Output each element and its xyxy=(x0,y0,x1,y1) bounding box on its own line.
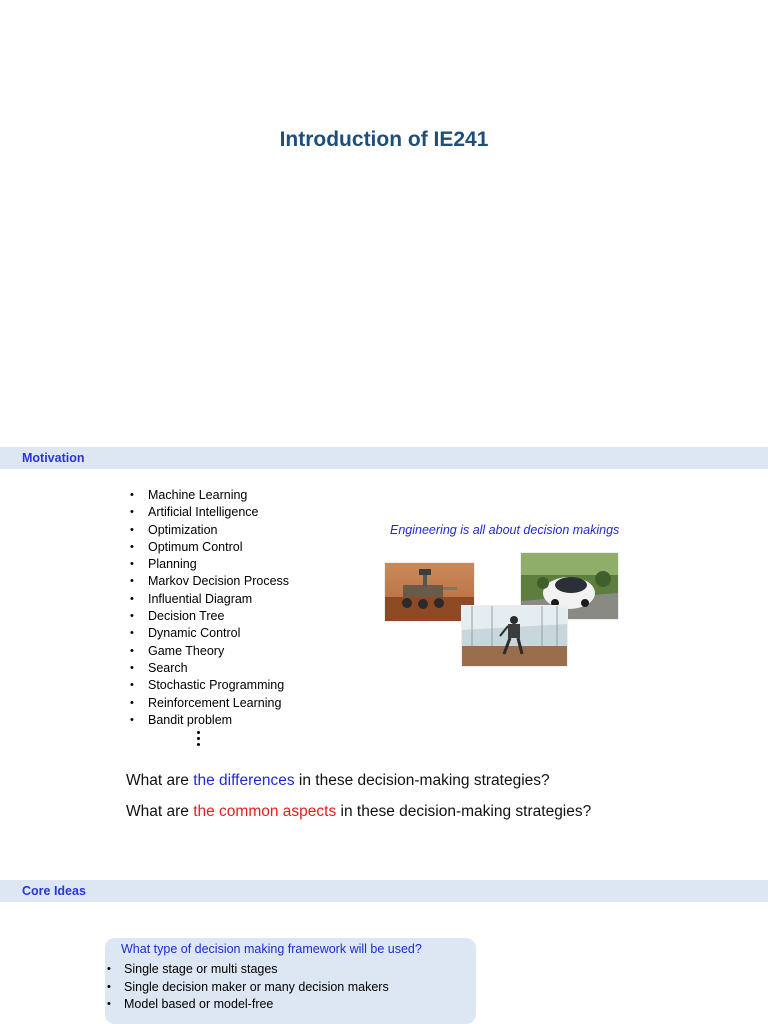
section-label-motivation: Motivation xyxy=(22,451,85,465)
question-text: in these decision-making strategies? xyxy=(294,772,550,789)
tagline: Engineering is all about decision makings xyxy=(390,523,620,537)
question-common-aspects xyxy=(126,803,591,821)
list-item: • Artificial Intelligence xyxy=(128,504,289,521)
section-header-motivation xyxy=(0,447,768,469)
humanoid-robot-image xyxy=(461,605,568,667)
list-item: • Machine Learning xyxy=(128,487,289,504)
list-item: • Planning xyxy=(128,556,289,573)
list-item: • Markov Decision Process xyxy=(128,573,289,590)
list-item: • Decision Tree xyxy=(128,608,289,625)
question-text: in these decision-making strategies? xyxy=(336,803,592,820)
list-item: • Search xyxy=(128,660,289,677)
page-title: Introduction of IE241 xyxy=(279,128,489,151)
list-item: • Influential Diagram xyxy=(128,591,289,608)
framework-question: What type of decision making framework will be used? xyxy=(121,942,422,956)
list-item: • Bandit problem xyxy=(128,712,289,729)
list-item: • Model based or model-free xyxy=(106,996,389,1014)
list-item: • Dynamic Control xyxy=(128,625,289,642)
section-label-core-ideas: Core Ideas xyxy=(22,884,86,898)
list-item: • Single decision maker or many decision makers xyxy=(106,979,389,997)
highlight-common-aspects: the common aspects xyxy=(193,803,337,820)
section-header-core-ideas xyxy=(0,880,768,902)
list-item: • Reinforcement Learning xyxy=(128,695,289,712)
question-text: What are xyxy=(126,772,194,789)
list-item: • Stochastic Programming xyxy=(128,677,289,694)
list-item: • Game Theory xyxy=(128,643,289,660)
framework-options-list xyxy=(106,961,389,1014)
list-item: • Single stage or multi stages xyxy=(106,961,389,979)
list-item: • Optimization xyxy=(128,522,289,539)
question-differences xyxy=(126,772,550,790)
topic-list xyxy=(128,487,289,729)
question-text: What are xyxy=(126,803,194,820)
highlight-differences: the differences xyxy=(193,772,295,789)
list-item: • Optimum Control xyxy=(128,539,289,556)
vertical-ellipsis-icon xyxy=(197,731,200,749)
